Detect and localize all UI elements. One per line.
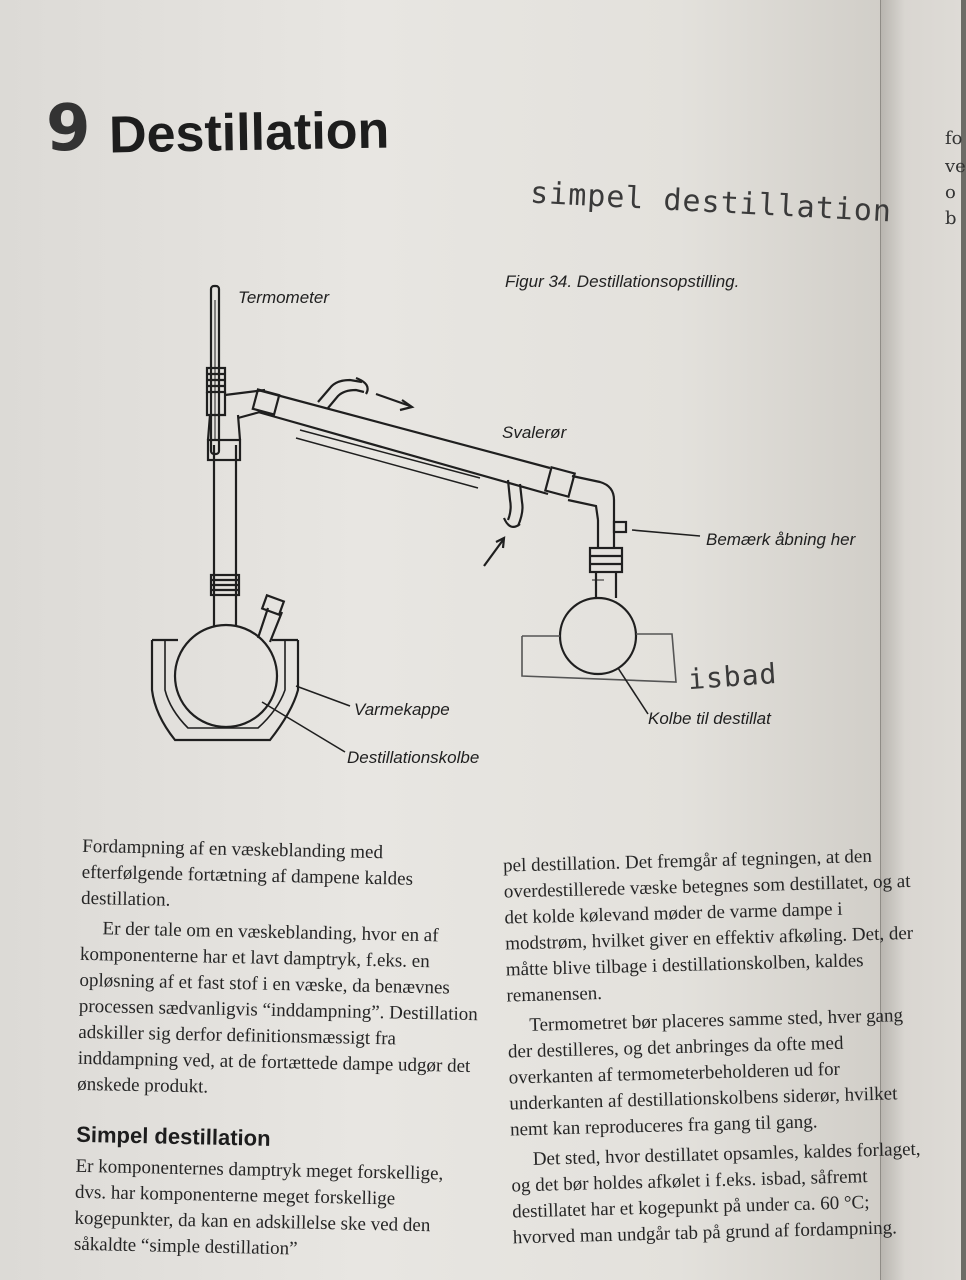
chapter-number: 9 [46,92,91,166]
paragraph: Fordampning af en væskeblanding med efterfølgende fortætning af dampene kaldes destillation. [80,835,414,911]
paragraph: pel destillation. Det fremgår af tegningen, at den overdestillerede væske betegnes som destillatet, og at det kolde kølevand møder de varme dampe i modstrøm, hvilket giver en effektiv afkøling. Det, der måtte blive tilbage i destillationskolben, kaldes remanensen. [502,845,914,1007]
handwritten-note-top: simpel destillation [529,175,893,230]
label-receiving-flask: Kolbe til destillat [648,709,771,728]
next-page-fragment: o [945,182,956,203]
label-heating-mantle: Varmekappe [354,700,450,719]
label-thermometer: Termometer [238,288,330,307]
paragraph: Er der tale om en væskeblanding, hvor en af komponenterne har et lavt damptryk, f.eks. en opløsning af et fast stof i en væske, da benævnes processen sædvanligvis “inddampning”. Destillation adskiller sig derfor definitionsmæssigt fra inddampning ved, at de fortættede dampe udgør det ønskede produkt. [77,918,478,1098]
next-page-fragment: b [945,208,957,229]
right-column [503,843,933,1256]
distillation-flask [175,625,277,727]
paragraph: Det sted, hvor destillatet opsamles, kaldes forlaget, og det bør holdes afkølet i f.eks. isbad, såfremt destillatet har et kogepunkt på under ca. 60 °C; hvorved man undgår tab på grund af fordampning. [511,1138,921,1249]
receiving-flask [560,598,636,674]
label-condenser: Svalerør [502,423,567,442]
next-page-fragment: fo [945,128,963,149]
paragraph: Er komponenternes damptryk meget forskellige, dvs. har komponenterne meget forskellige kogepunkter, da kan en adskillelse ske ved den såkaldte “simple destillation” [73,1155,444,1260]
label-note-opening: Bemærk åbning her [706,530,856,549]
chapter-title: Destillation [108,101,390,165]
label-distillation-flask: Destillationskolbe [347,748,480,767]
arrow-water-in [484,540,503,566]
handwritten-note-isbad: isbad [686,656,779,697]
next-page-fragment: ve [945,156,966,177]
arrow-water-out [376,394,410,406]
paragraph: Termometret bør placeres samme sted, hver gang der destilleres, og det anbringes da ofte med overkanten af termometerbeholderen ud for underkanten af destillationskolbens siderør, hvilket nemt kan reproduceres fra gang til gang. [507,1005,904,1141]
left-column [74,834,483,1270]
section-heading: Simpel destillation [75,1121,271,1151]
figure-caption: Figur 34. Destillationsopstilling. [505,272,740,291]
